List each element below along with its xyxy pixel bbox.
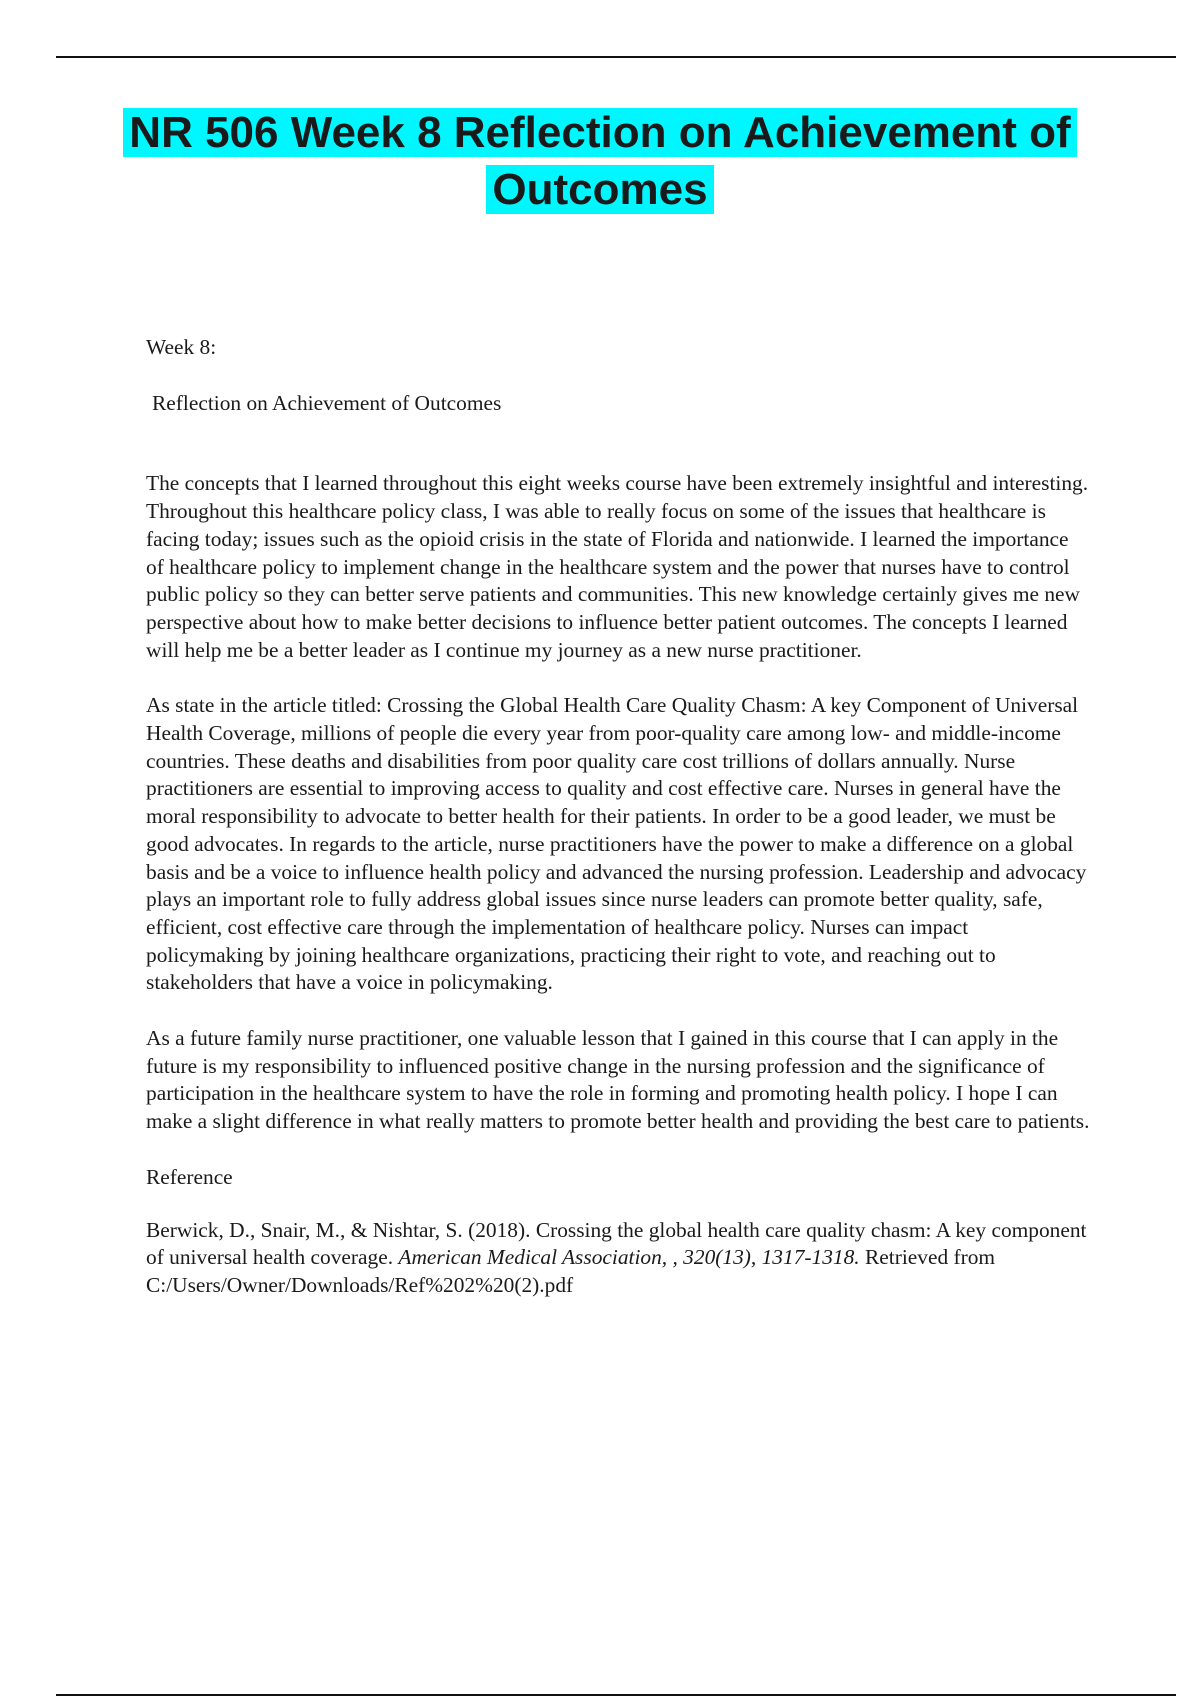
paragraph-2: As state in the article titled: Crossing the Global Health Care Quality Chasm: A key Component of Universal Health Coverage, millions of people die every year from poor-quality care among low- and middle-income countries. These deaths and disabilities from poor quality care cost trillions of dollars annually. Nurse practitioners are essential to improving access to quality and cost effective care. Nurses in general have the moral responsibility to advocate to better health for their patients. In order to be a good leader, we must be good advocates. In regards to the article, nurse practitioners have the power to make a difference on a global basis and be a voice to influence health policy and advanced the nursing profession. Leadership and advocacy plays an important role to fully address global issues since nurse leaders can promote better quality, safe, efficient, cost effective care through the implementation of healthcare policy. Nurses can impact policymaking by joining healthcare organizations, practicing their right to vote, and reaching out to stakeholders that have a voice in policymaking. xyxy=(146,693,1087,995)
title-highlight: NR 506 Week 8 Reflection on Achievement of Outcomes xyxy=(123,108,1076,214)
reference-citation xyxy=(146,1217,1090,1300)
top-rule xyxy=(56,56,1176,58)
citation-journal: American Medical Association, , 320(13), 1317-1318. xyxy=(398,1245,860,1270)
document-body xyxy=(146,334,1090,1300)
citation-retrieved: Retrieved from xyxy=(859,1245,996,1270)
week-label: Week 8: xyxy=(146,335,217,359)
citation-authors-title: Berwick, D., Snair, M., & Nishtar, S. (2018). Crossing the global health care quality chasm: A key component of universal health coverage. xyxy=(146,1217,1087,1270)
subheading: Reflection on Achievement of Outcomes xyxy=(152,390,502,415)
paragraph-1: The concepts that I learned throughout this eight weeks course have been extremely insightful and interesting. Throughout this healthcare policy class, I was able to really focus on some of the issues that healthcare is facing today; issues such as the opioid crisis in the state of Florida and nationwide. I learned the importance of healthcare policy to implement change in the healthcare system and the power that nurses have to control public policy so they can better serve patients and communities. This new knowledge certainly gives me new perspective about how to make better decisions to influence better patient outcomes. The concepts I learned will help me be a better leader as I continue my journey as a new nurse practitioner. xyxy=(146,471,1089,662)
citation-path: C:/Users/Owner/Downloads/Ref%202%20(2).pdf xyxy=(146,1272,574,1297)
document-title xyxy=(40,104,1160,218)
reference-heading: Reference xyxy=(146,1164,233,1189)
bottom-rule xyxy=(56,1694,1176,1696)
paragraph-3: As a future family nurse practitioner, one valuable lesson that I gained in this course that I can apply in the future is my responsibility to influenced positive change in the nursing profession and the significance of participation in the healthcare system to have the role in forming and promoting health policy. I hope I can make a slight difference in what really matters to promote better health and providing the best care to patients. xyxy=(146,1026,1090,1134)
